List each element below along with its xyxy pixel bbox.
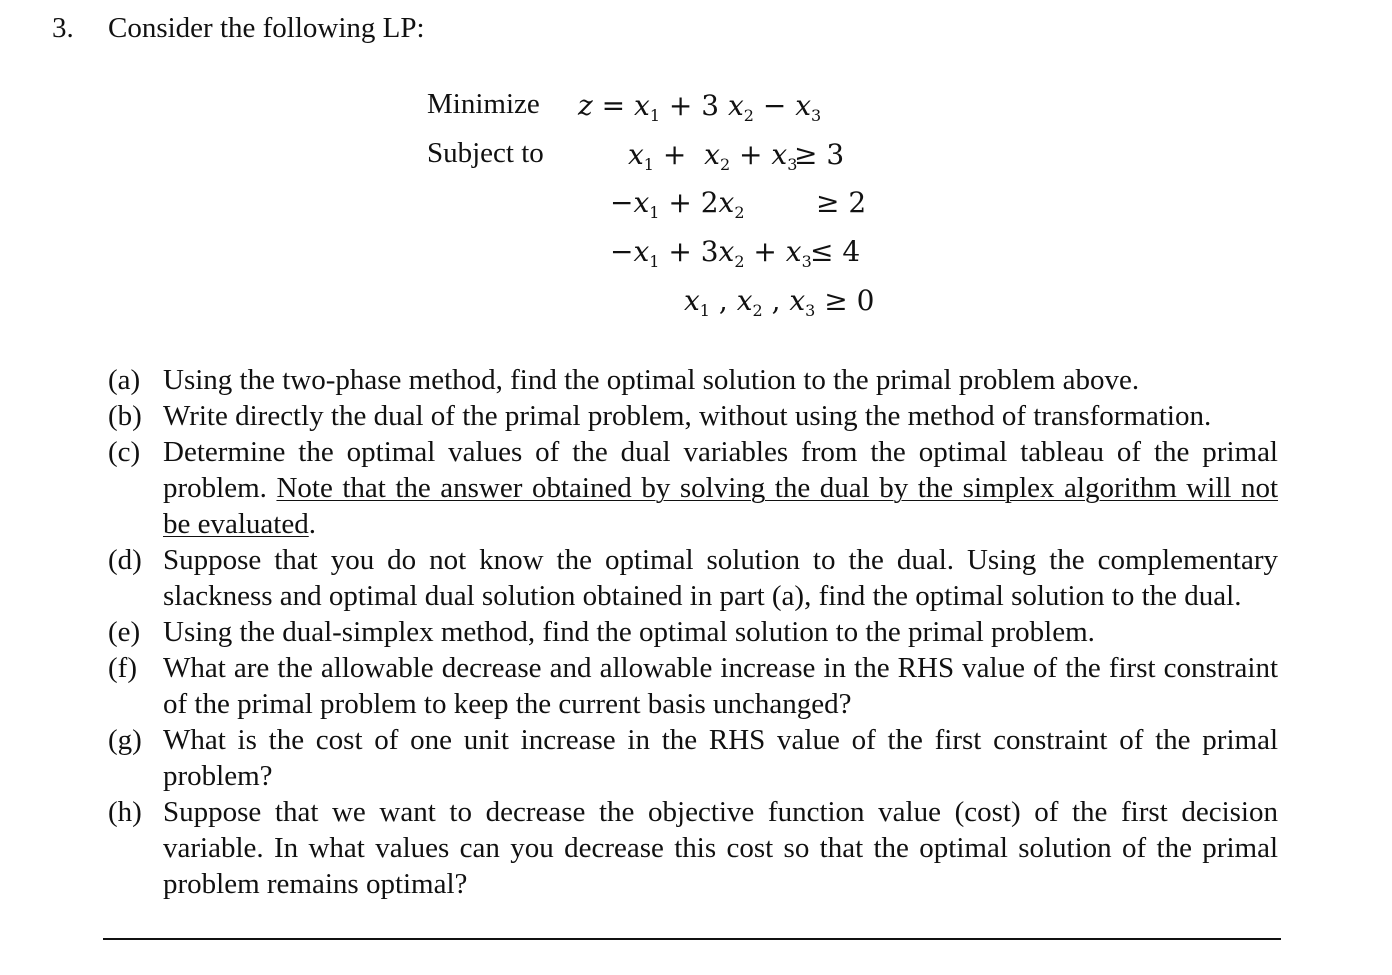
nonnegativity-constraint: $x_1$ , $x_2$ , $x_3 \ge 0$ — [684, 284, 875, 320]
part-label: (c) — [108, 436, 141, 468]
part-e — [108, 614, 1278, 650]
constraint-1-rhs: ≥ 3 — [794, 138, 845, 171]
subject-to-label: Subject to — [427, 137, 544, 169]
part-f — [108, 650, 1278, 722]
underlined-note: Note that the answer obtained by solving the dual by the simplex algorithm will not be evaluated — [163, 472, 1279, 540]
constraint-2-lhs: $-x_1 + 2x_2$ — [610, 186, 745, 222]
part-text: Using the dual-simplex method, find the optimal solution to the primal problem. — [163, 616, 1095, 648]
part-b — [108, 398, 1278, 434]
objective-function: $z = x_1 + 3$ $x_2 - x_3$ — [578, 89, 822, 125]
part-end: . — [308, 508, 316, 540]
part-text: What are the allowable decrease and allowable increase in the RHS value of the first constraint of the primal problem to keep the current basis unchanged? — [163, 652, 1278, 720]
objective-label: Minimize — [427, 88, 540, 120]
constraint-2-rhs: ≥ 2 — [816, 186, 867, 219]
question-parts — [108, 362, 1278, 902]
question-intro: Consider the following LP: — [108, 12, 425, 44]
part-text: Suppose that we want to decrease the objective function value (cost) of the first decision variable. In what values can you decrease this cost so that the optimal solution of the primal problem remains optimal? — [163, 796, 1278, 900]
part-g — [108, 722, 1278, 794]
part-text: Write directly the dual of the primal problem, without using the method of transformation. — [163, 400, 1212, 432]
part-d — [108, 542, 1278, 614]
bottom-divider — [103, 938, 1281, 940]
part-h — [108, 794, 1278, 902]
part-label: (b) — [108, 400, 142, 432]
part-label: (e) — [108, 616, 141, 648]
constraint-3-rhs: ≤ 4 — [810, 235, 861, 268]
part-label: (g) — [108, 724, 142, 756]
part-text: What is the cost of one unit increase in the RHS value of the first constraint of the primal problem? — [163, 724, 1278, 792]
part-label: (d) — [108, 544, 142, 576]
constraint-3-lhs: $-x_1 + 3x_2 + x_3$ — [610, 235, 812, 271]
part-text: Determine the optimal values of the dual variables from the optimal tableau of the primal problem. — [163, 436, 1278, 504]
question-number: 3. — [52, 12, 74, 44]
part-text: Suppose that you do not know the optimal solution to the dual. Using the complementary slackness and optimal dual solution obtained in part (a), find the optimal solution to the dual. — [163, 544, 1278, 612]
part-label: (a) — [108, 364, 141, 396]
part-a — [108, 362, 1278, 398]
constraint-1-lhs: $x_1 + x_2 + x_3$ — [628, 138, 798, 174]
part-label: (h) — [108, 796, 142, 828]
part-label: (f) — [108, 652, 137, 684]
part-c — [108, 434, 1278, 542]
part-text: Using the two-phase method, find the optimal solution to the primal problem above. — [163, 364, 1140, 396]
